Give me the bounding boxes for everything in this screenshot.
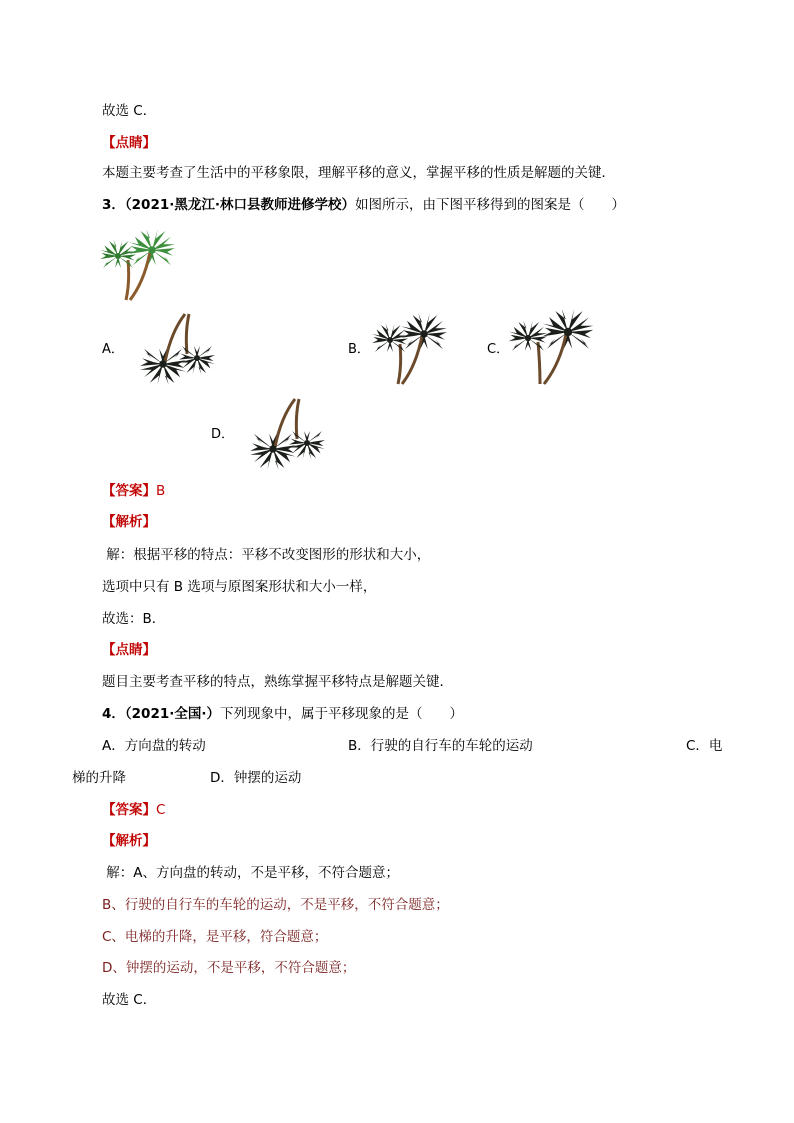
answer-tag: 【答案】 [102, 483, 156, 499]
option-d-label: D． [211, 427, 235, 442]
option-c-text: C．电 [686, 738, 723, 754]
palm-tree-original-image [100, 226, 180, 302]
option-c-image [510, 308, 600, 388]
option-c-label: C． [487, 342, 510, 357]
answer-line-q4 [102, 800, 165, 820]
analysis-line-1: 解：根据平移的特点：平移不改变图形的形状和大小， [106, 547, 431, 563]
analysis-line-4: D、钟摆的运动，不是平移，不符合题意； [102, 960, 356, 976]
option-d-image [235, 395, 325, 473]
analysis-line-3: 故选：B． [102, 611, 166, 627]
answer-value: C [156, 802, 166, 818]
question-number: 4． [102, 706, 125, 722]
answer-value: B [156, 483, 166, 499]
analysis-line-5: 故选 C． [102, 992, 157, 1008]
question-text: 下列现象中，属于平移现象的是（ ） [220, 706, 463, 722]
analysis-line-1: 解：A、方向盘的转动，不是平移，不符合题意； [106, 865, 400, 881]
point-tag: 【点睛】 [102, 642, 156, 658]
section-tag-dianjing: 【点睛】 [102, 135, 156, 151]
analysis-line-2: B、行驶的自行车的车轮的运动，不是平移，不符合题意； [102, 897, 449, 913]
question-4-stem [102, 704, 463, 724]
answer-tag: 【答案】 [102, 802, 156, 818]
option-b-label: B． [348, 342, 370, 357]
dianjing-text: 本题主要考查了生活中的平移象限，理解平移的意义，掌握平移的性质是解题的关键． [102, 165, 615, 181]
option-b-image [372, 310, 462, 388]
option-b-text: B．行驶的自行车的车轮的运动 [348, 738, 533, 754]
option-a-text: A．方向盘的转动 [102, 738, 206, 754]
conclusion-text-1: 故选 C． [102, 103, 157, 119]
option-c-text-cont: 梯的升降 [72, 770, 126, 786]
question-number: 3． [102, 197, 125, 213]
analysis-tag: 【解析】 [102, 514, 156, 530]
question-source: （2021·全国·） [124, 706, 220, 722]
answer-line-q3 [102, 481, 165, 501]
conclusion-text [102, 101, 156, 121]
analysis-tag: 【解析】 [102, 833, 156, 849]
analysis-line-3: C、电梯的升降，是平移，符合题意； [102, 929, 328, 945]
question-text: 如图所示，由下图平移得到的图案是（ ） [355, 197, 625, 213]
question-source: （2021·黑龙江·林口县教师进修学校） [124, 197, 355, 213]
analysis-line-2: 选项中只有 B 选项与原图案形状和大小一样， [102, 579, 377, 595]
point-text: 题目主要考查平移的特点，熟练掌握平移特点是解题关键． [102, 674, 453, 690]
option-d-text: D．钟摆的运动 [210, 770, 302, 786]
option-a-label: A． [102, 342, 124, 357]
option-a-image [125, 310, 215, 388]
question-3-stem [102, 195, 625, 215]
